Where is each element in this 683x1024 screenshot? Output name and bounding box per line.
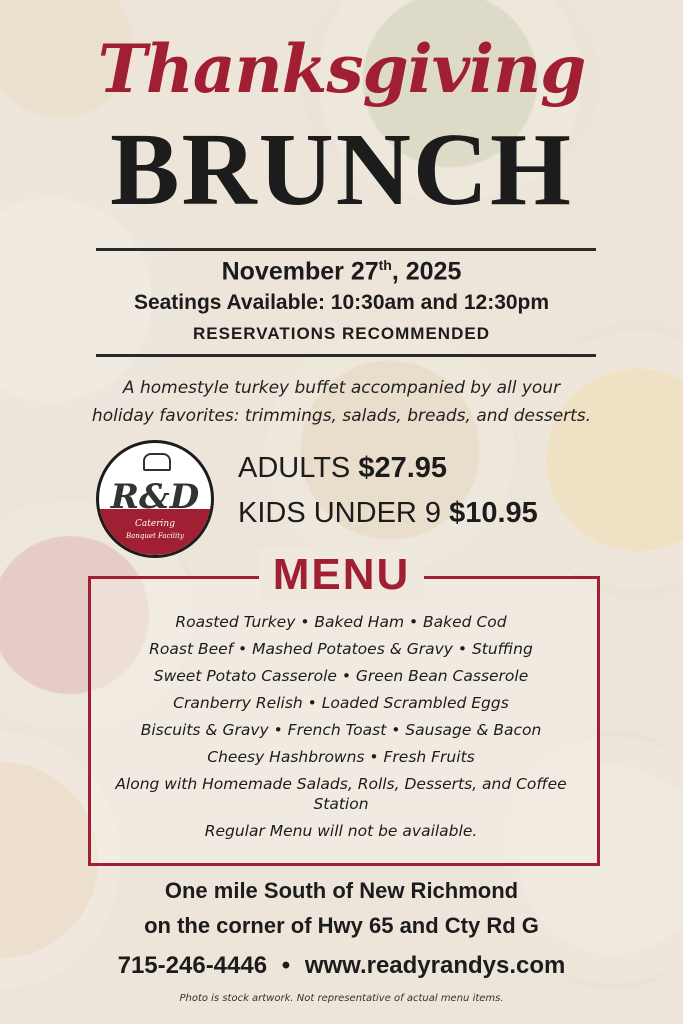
divider-top — [96, 248, 596, 251]
contact-separator: • — [281, 952, 291, 979]
location-line-1: One mile South of New Richmond — [164, 878, 519, 903]
price-kids-label: KIDS UNDER 9 — [238, 497, 450, 529]
menu-item: Cranberry Relish • Loaded Scrambled Eggs — [173, 694, 509, 712]
menu-item: Roasted Turkey • Baked Ham • Baked Cod — [175, 613, 507, 631]
menu-item: Roast Beef • Mashed Potatoes & Gravy • Stuffing — [149, 640, 533, 658]
menu-list — [96, 612, 586, 848]
website-link[interactable]: www.readyrandys.com — [304, 952, 566, 979]
phone-number: 715-246-4446 — [117, 952, 268, 979]
menu-title: MENU — [259, 548, 425, 602]
disclaimer-text: Photo is stock artwork. Not representative of actual menu items. — [179, 993, 504, 1004]
chef-hat-icon — [143, 453, 171, 471]
price-kids — [238, 497, 538, 530]
logo-catering-text: Catering — [135, 519, 175, 529]
price-adults-value: $27.95 — [358, 452, 448, 484]
contact-line — [0, 952, 683, 980]
menu-item: Along with Homemade Salads, Rolls, Desserts, and Coffee Station — [115, 775, 567, 813]
intro-line-2: holiday favorites: trimmings, salads, breads, and desserts. — [91, 406, 592, 426]
menu-item: Regular Menu will not be available. — [204, 822, 478, 840]
menu-item: Biscuits & Gravy • French Toast • Sausage & Bacon — [140, 721, 542, 739]
catering-logo — [96, 440, 214, 558]
price-adults — [238, 452, 447, 485]
seatings-text: Seatings Available: 10:30am and 12:30pm — [133, 291, 550, 314]
logo-mark: R&D — [110, 477, 200, 517]
event-date-year: , 2025 — [391, 257, 462, 286]
reservations-text: RESERVATIONS RECOMMENDED — [193, 324, 490, 343]
logo-banquet-text: Banquet Facility — [126, 532, 184, 540]
location-line-2: on the corner of Hwy 65 and Cty Rd G — [144, 913, 539, 938]
intro-text — [50, 374, 633, 430]
menu-heading — [0, 548, 683, 602]
divider-bottom — [96, 354, 596, 357]
event-date-day: November 27 — [221, 257, 379, 286]
price-kids-value: $10.95 — [449, 497, 538, 529]
intro-line-1: A homestyle turkey buffet accompanied by all your — [122, 378, 561, 398]
menu-item: Sweet Potato Casserole • Green Bean Casserole — [153, 667, 529, 685]
title-thanksgiving: Thanksgiving — [97, 30, 586, 108]
event-date-suffix: th — [378, 257, 392, 273]
menu-item: Cheesy Hashbrowns • Fresh Fruits — [207, 748, 475, 766]
event-date — [0, 257, 683, 286]
price-adults-label: ADULTS — [238, 452, 359, 484]
title-brunch: BRUNCH — [110, 112, 573, 227]
